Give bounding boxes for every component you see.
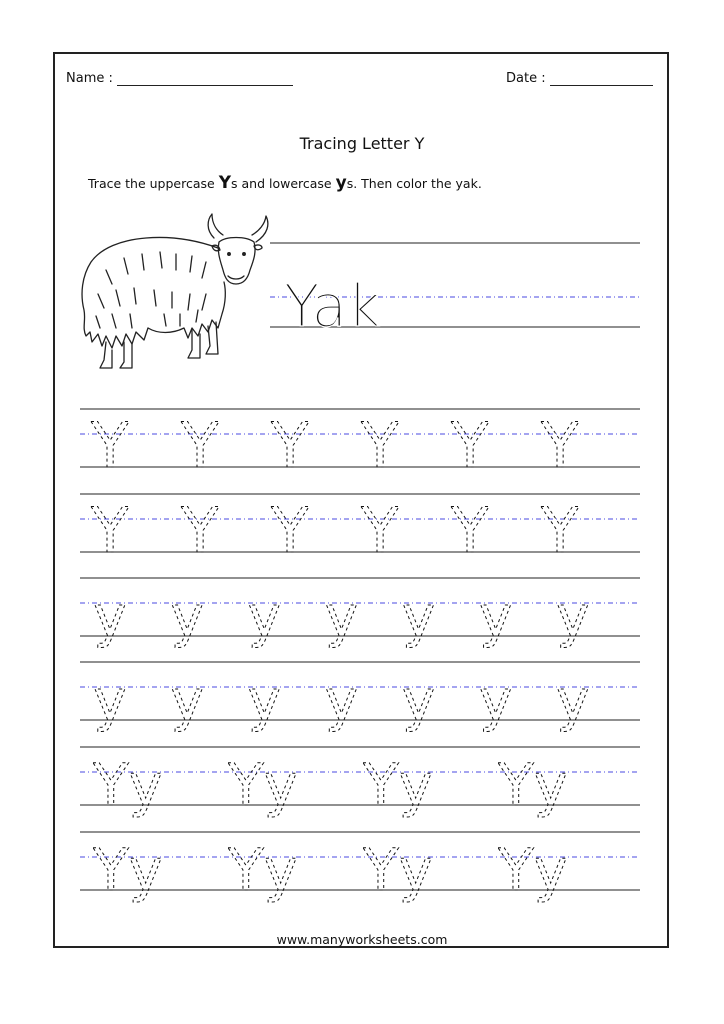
trace-letter[interactable]: Y xyxy=(181,409,219,482)
trace-letter[interactable]: y xyxy=(247,669,281,734)
trace-letter[interactable]: y xyxy=(556,669,590,734)
name-label: Name : xyxy=(66,71,113,86)
worksheet-title: Tracing Letter Y xyxy=(299,134,425,153)
trace-letter[interactable]: y xyxy=(479,585,513,650)
trace-letter[interactable]: y xyxy=(402,585,436,650)
trace-letter[interactable]: Y xyxy=(451,494,489,567)
trace-letter[interactable]: Y xyxy=(451,409,489,482)
trace-letter[interactable]: y xyxy=(93,669,127,734)
trace-letter[interactable]: Y xyxy=(361,409,399,482)
trace-letter[interactable]: Yy xyxy=(93,751,163,819)
trace-letter[interactable]: Y xyxy=(541,494,579,567)
trace-letter[interactable]: Y xyxy=(271,494,309,567)
trace-letter[interactable]: Yy xyxy=(93,836,163,904)
trace-letter[interactable]: Yy xyxy=(498,751,568,819)
trace-letter[interactable]: y xyxy=(247,585,281,650)
instructions-uppercase-letter: Y xyxy=(218,173,231,193)
trace-letter[interactable]: y xyxy=(170,669,204,734)
instructions-part2: s and lowercase xyxy=(231,176,336,191)
practice-rows xyxy=(80,409,640,904)
trace-letter[interactable]: y xyxy=(170,585,204,650)
trace-letter[interactable]: y xyxy=(324,669,358,734)
trace-letter[interactable]: Y xyxy=(541,409,579,482)
trace-letter[interactable]: Yy xyxy=(228,836,298,904)
trace-letter[interactable]: y xyxy=(479,669,513,734)
trace-letter[interactable]: Yy xyxy=(363,751,433,819)
trace-letter[interactable]: y xyxy=(556,585,590,650)
trace-letter[interactable]: Y xyxy=(271,409,309,482)
trace-letter[interactable]: y xyxy=(324,585,358,650)
instructions-part1: Trace the uppercase xyxy=(88,176,219,191)
trace-letter[interactable]: Y xyxy=(361,494,399,567)
trace-letter[interactable]: Y xyxy=(91,494,129,567)
trace-letter[interactable]: Y xyxy=(181,494,219,567)
instructions-part3: s. Then color the yak. xyxy=(346,176,482,191)
trace-letter[interactable]: Y xyxy=(91,409,129,482)
trace-letter[interactable]: Yy xyxy=(498,836,568,904)
instructions-lowercase-letter: y xyxy=(335,173,347,193)
trace-letter[interactable]: Yy xyxy=(228,751,298,819)
trace-letter[interactable]: y xyxy=(93,585,127,650)
trace-letter[interactable]: y xyxy=(402,669,436,734)
footer-website: www.manyworksheets.com xyxy=(276,932,448,947)
yak-word: Yak xyxy=(284,272,381,340)
trace-letter[interactable]: Yy xyxy=(363,836,433,904)
date-label: Date : xyxy=(506,71,546,86)
